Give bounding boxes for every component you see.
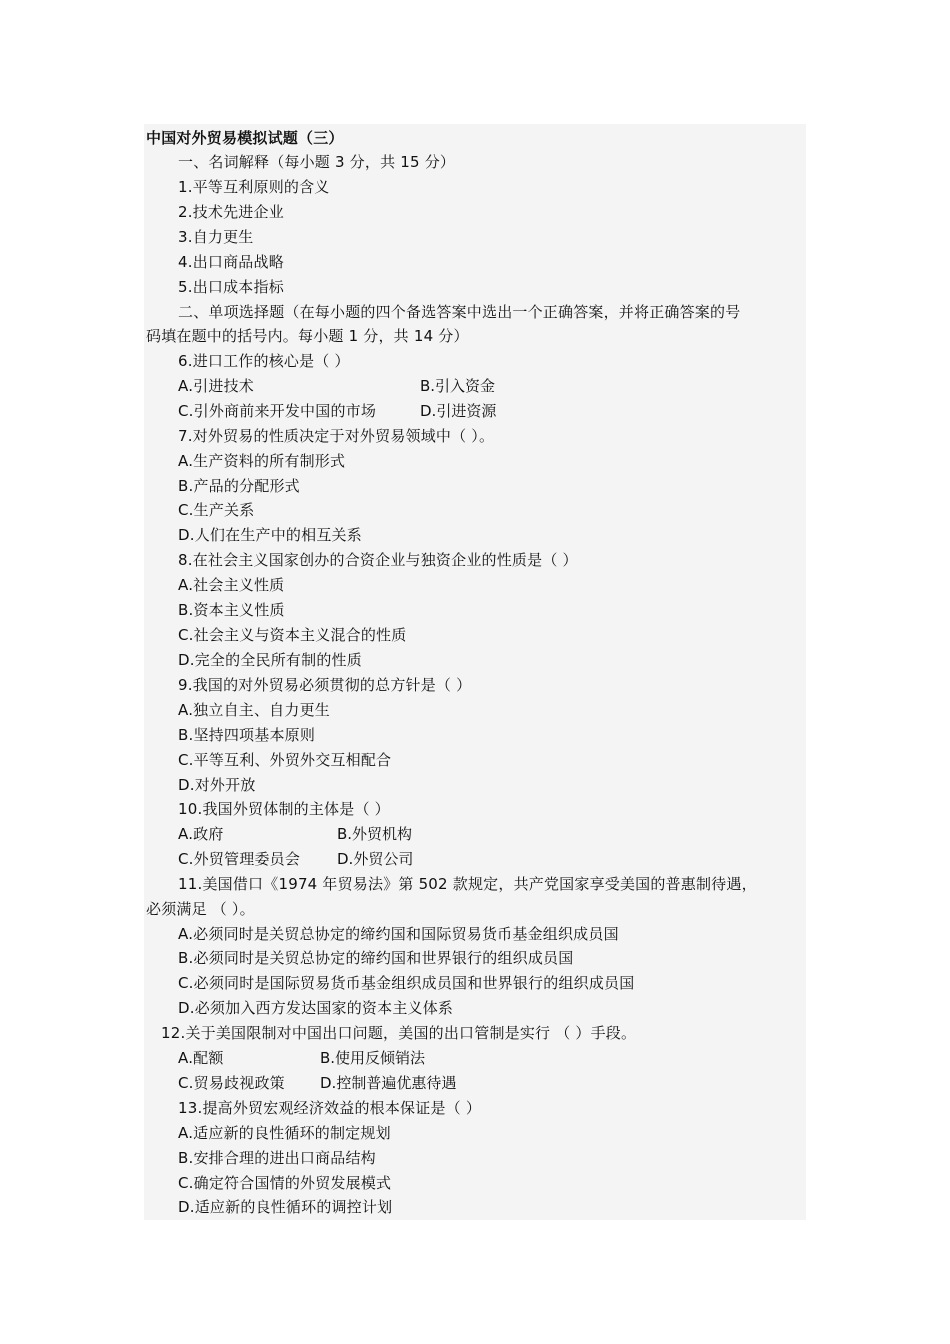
question-12-option-a: A.配额 (178, 1049, 224, 1067)
question-8-option-d: D.完全的全民所有制的性质 (178, 651, 362, 669)
question-8-option-b: B.资本主义性质 (178, 601, 285, 619)
question-12-stem: 12.关于美国限制对中国出口问题，美国的出口管制是实行 （ ）手段。 (161, 1024, 637, 1042)
question-12-option-b: B.使用反倾销法 (320, 1049, 426, 1067)
question-9-option-b: B.坚持四项基本原则 (178, 726, 316, 744)
question-6-option-c: C.引外商前来开发中国的市场 (178, 402, 377, 420)
question-10-option-d: D.外贸公司 (337, 850, 414, 868)
question-9-stem: 9.我国的对外贸易必须贯彻的总方针是（ ） (178, 676, 472, 694)
question-13-option-c: C.确定符合国情的外贸发展模式 (178, 1174, 392, 1192)
question-11-option-a: A.必须同时是关贸总协定的缔约国和国际贸易货币基金组织成员国 (178, 925, 619, 943)
question-11-option-d: D.必须加入西方发达国家的资本主义体系 (178, 999, 454, 1017)
question-11-option-b: B.必须同时是关贸总协定的缔约国和世界银行的组织成员国 (178, 949, 574, 967)
question-9-option-c: C.平等互利、外贸外交互相配合 (178, 751, 392, 769)
question-10-stem: 10.我国外贸体制的主体是（ ） (178, 800, 390, 818)
question-13-option-b: B.安排合理的进出口商品结构 (178, 1149, 376, 1167)
question-6-stem: 6.进口工作的核心是（ ） (178, 352, 350, 370)
document-title: 中国对外贸易模拟试题（三） (146, 129, 344, 147)
question-10-option-b: B.外贸机构 (337, 825, 413, 843)
question-11-option-c: C.必须同时是国际贸易货币基金组织成员国和世界银行的组织成员国 (178, 974, 635, 992)
question-7-option-c: C.生产关系 (178, 501, 255, 519)
term-item: 3.自力更生 (178, 228, 254, 246)
question-13-option-d: D.适应新的良性循环的调控计划 (178, 1198, 393, 1216)
question-6-option-d: D.引进资源 (420, 402, 497, 420)
question-10-option-c: C.外贸管理委员会 (178, 850, 301, 868)
term-item: 4.出口商品战略 (178, 253, 284, 271)
question-9-option-a: A.独立自主、自力更生 (178, 701, 330, 719)
term-item: 1.平等互利原则的含义 (178, 178, 330, 196)
question-6-option-b: B.引入资金 (420, 377, 496, 395)
section1-heading: 一、名词解释（每小题 3 分，共 15 分） (178, 153, 456, 171)
section2-heading-line1: 二、单项选择题（在每小题的四个备选答案中选出一个正确答案，并将正确答案的号 (178, 303, 741, 321)
question-12-option-d: D.控制普遍优惠待遇 (320, 1074, 457, 1092)
question-7-option-b: B.产品的分配形式 (178, 477, 300, 495)
question-6-option-a: A.引进技术 (178, 377, 254, 395)
question-8-stem: 8.在社会主义国家创办的合资企业与独资企业的性质是（ ） (178, 551, 578, 569)
question-7-stem: 7.对外贸易的性质决定于对外贸易领域中（ ）。 (178, 427, 495, 445)
question-11-stem-line1: 11.美国借口《1974 年贸易法》第 502 款规定，共产党国家享受美国的普惠制待遇， (178, 875, 757, 893)
question-11-stem-line2: 必须满足 （ ）。 (146, 900, 255, 918)
question-13-stem: 13.提高外贸宏观经济效益的根本保证是（ ） (178, 1099, 482, 1117)
term-item: 5.出口成本指标 (178, 278, 284, 296)
question-8-option-a: A.社会主义性质 (178, 576, 285, 594)
question-8-option-c: C.社会主义与资本主义混合的性质 (178, 626, 407, 644)
section2-heading-line2: 码填在题中的括号内。每小题 1 分，共 14 分） (146, 327, 469, 345)
question-13-option-a: A.适应新的良性循环的制定规划 (178, 1124, 391, 1142)
question-9-option-d: D.对外开放 (178, 776, 256, 794)
question-10-option-a: A.政府 (178, 825, 224, 843)
question-7-option-d: D.人们在生产中的相互关系 (178, 526, 362, 544)
term-item: 2.技术先进企业 (178, 203, 284, 221)
question-12-option-c: C.贸易歧视政策 (178, 1074, 285, 1092)
question-7-option-a: A.生产资料的所有制形式 (178, 452, 346, 470)
